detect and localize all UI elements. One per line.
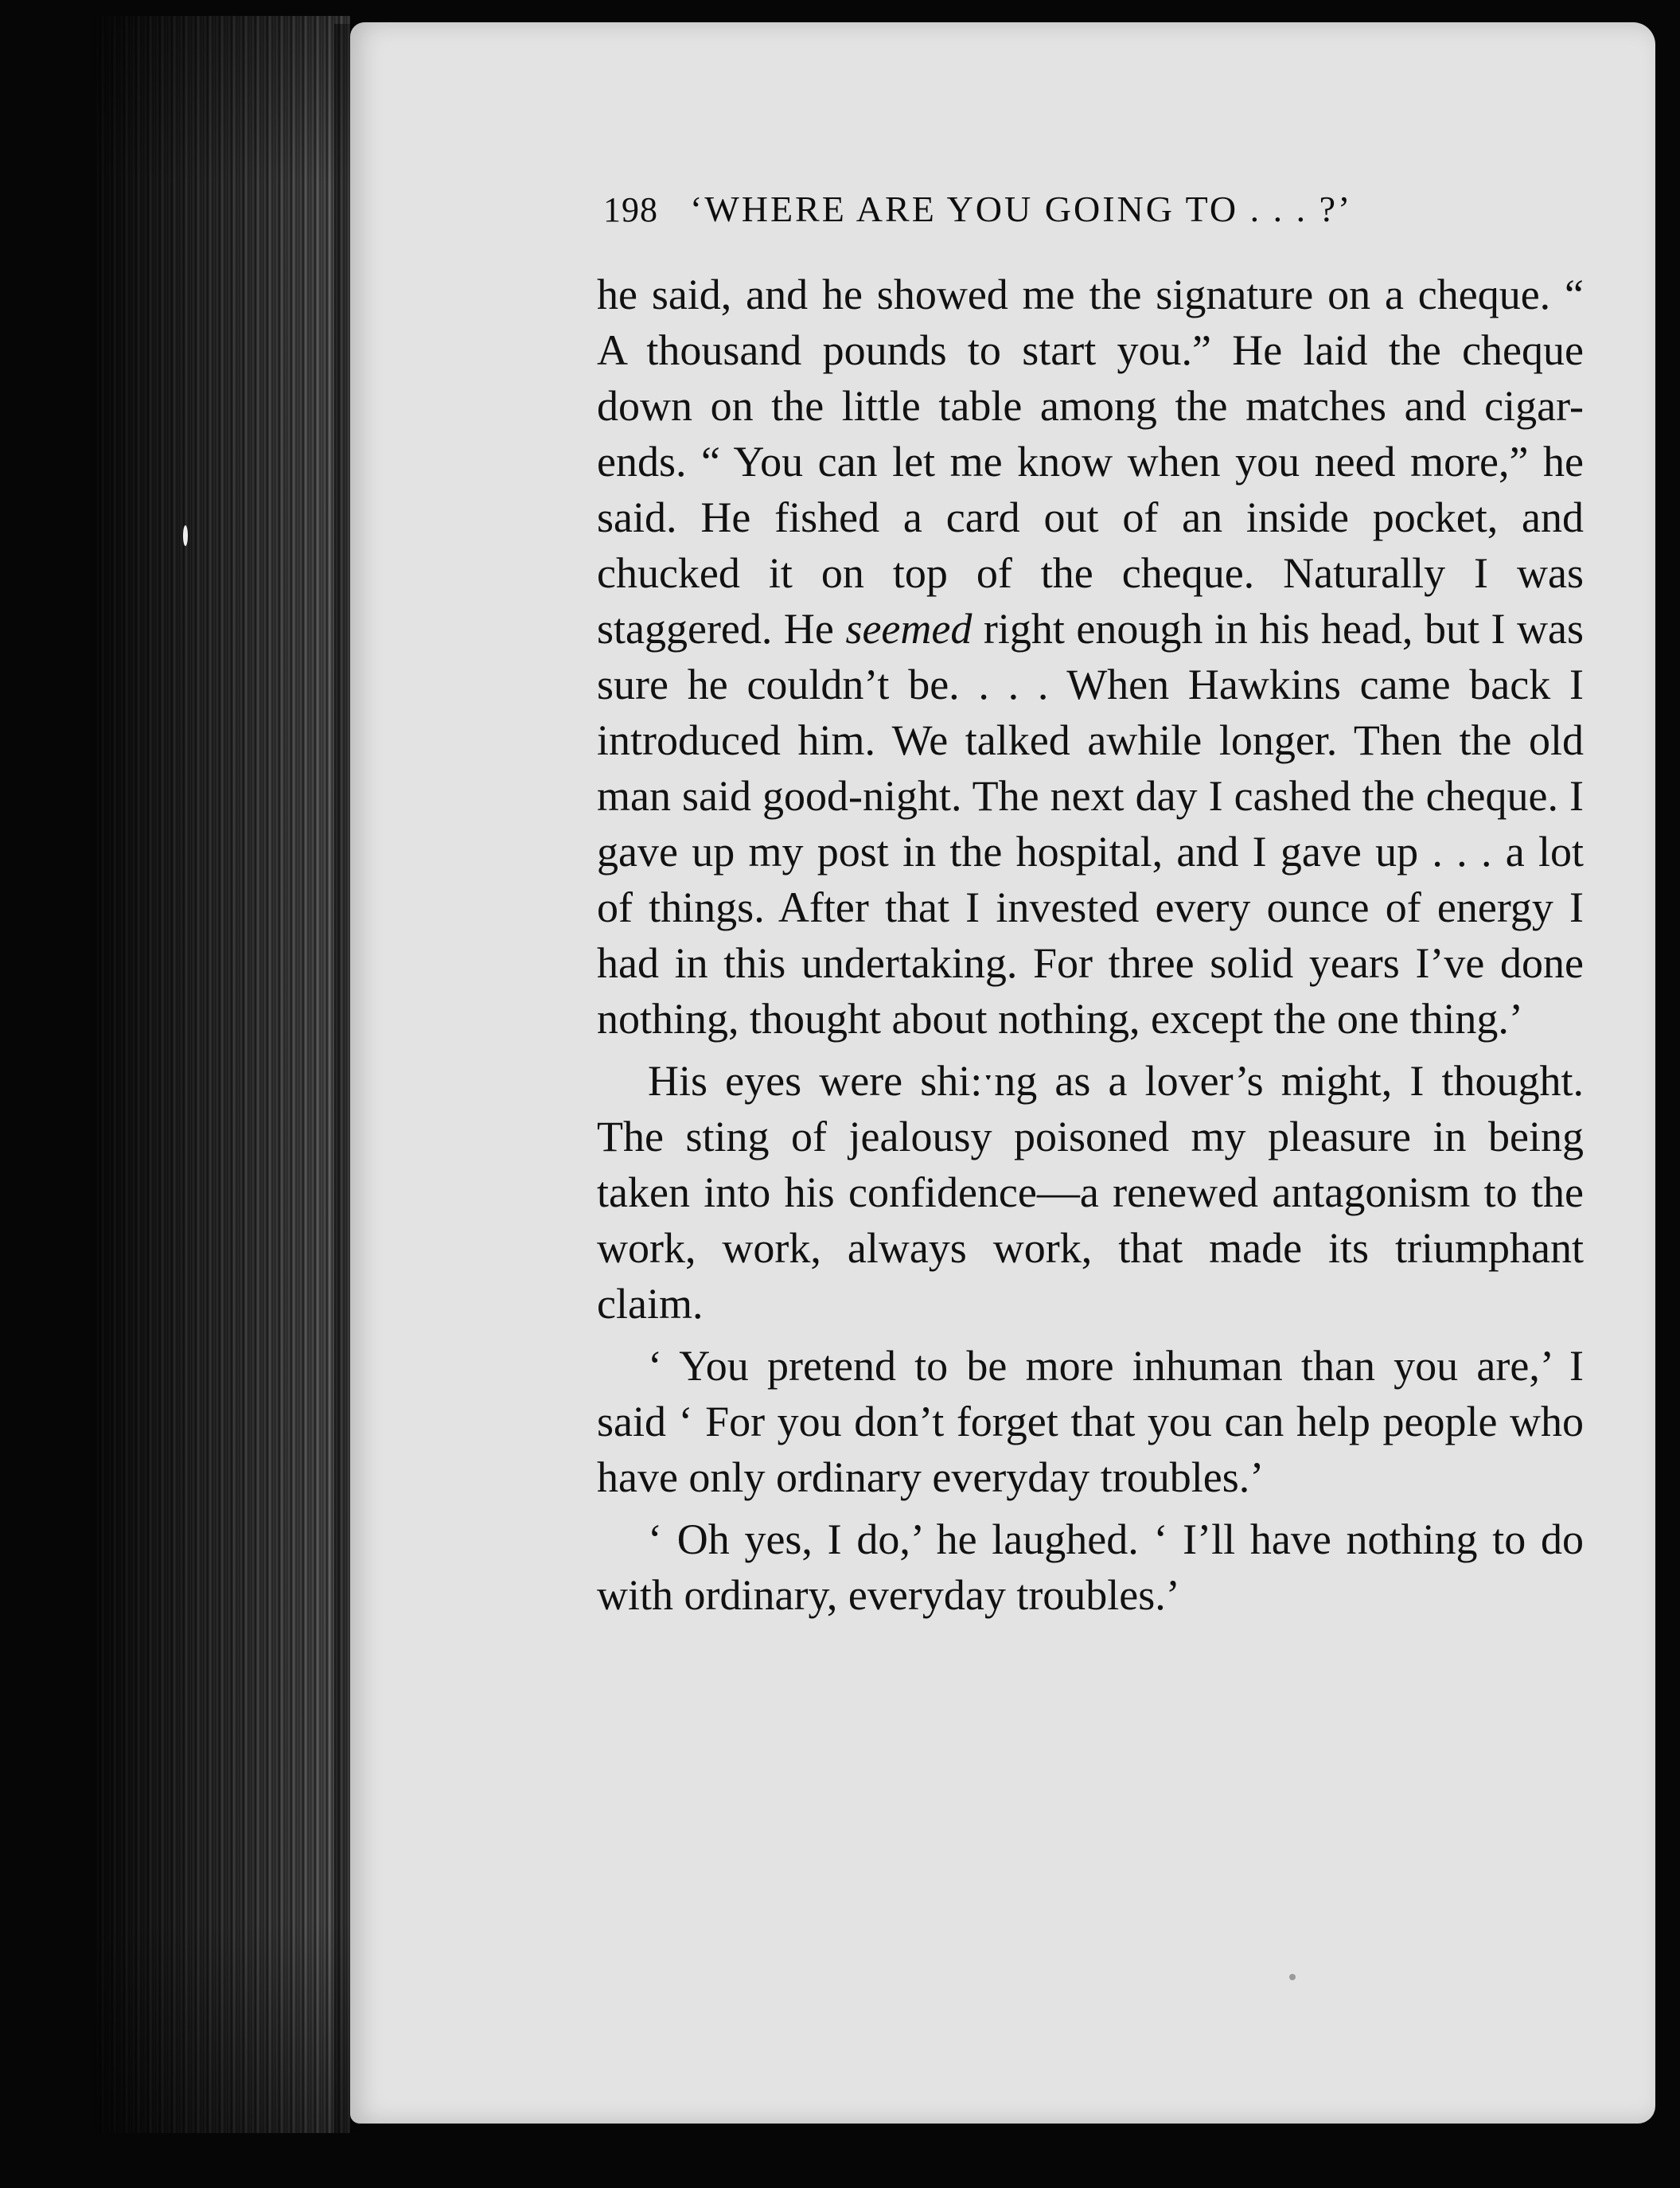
- running-title: ‘WHERE ARE YOU GOING TO . . . ?’: [690, 189, 1353, 229]
- body-text: [597, 267, 1584, 1623]
- paragraph-4: ‘ Oh yes, I do,’ he laughed. ‘ I’ll have nothing to do with ordinary, everyday troubles.’: [597, 1515, 1584, 1619]
- paragraph-1-part-a: he said, and he showed me the signature on a cheque. “ A thousand pounds to start you.” He laid the cheque down on the little table among the matches and cigar-ends. “ You can let me know when you need more,” he said. He fished a card out of an inside pocket, and chucked it on top of the cheque. Naturally I was staggered. He: [597, 271, 1584, 653]
- paragraph-2: His eyes were shi:ˑng as a lover’s might, I thought. The sting of jealousy poisoned my pleasure in being taken into his confidence—a renewed antagonism to the work, work, always work, that made its triumphant claim.: [597, 1057, 1584, 1328]
- page-number: 198: [603, 190, 658, 229]
- running-head: [603, 188, 1518, 236]
- paragraph-3: ‘ You pretend to be more inhuman than you are,’ I said ‘ For you don’t forget that you can help people who have only ordinary everyday troubles.’: [597, 1342, 1584, 1501]
- paragraph-1-part-b: right enough in his head, but I was sure he couldn’t be. . . . When Hawkins came back I introduced him. We talked awhile longer. Then the old man said good-night. The next day I cashed the cheque. I gave up my post in the hospital, and I gave up . . . a lot of things. After that I invested every ounce of energy I had in this undertaking. For three solid years I’ve done nothing, thought about nothing, except the one thing.’: [597, 605, 1584, 1043]
- scan-speck: [1289, 1974, 1296, 1980]
- book-page-edges: [95, 16, 350, 2133]
- emphasis-seemed: seemed: [845, 605, 973, 653]
- scan-speck: [183, 525, 188, 546]
- paragraph-1: [597, 267, 1584, 1047]
